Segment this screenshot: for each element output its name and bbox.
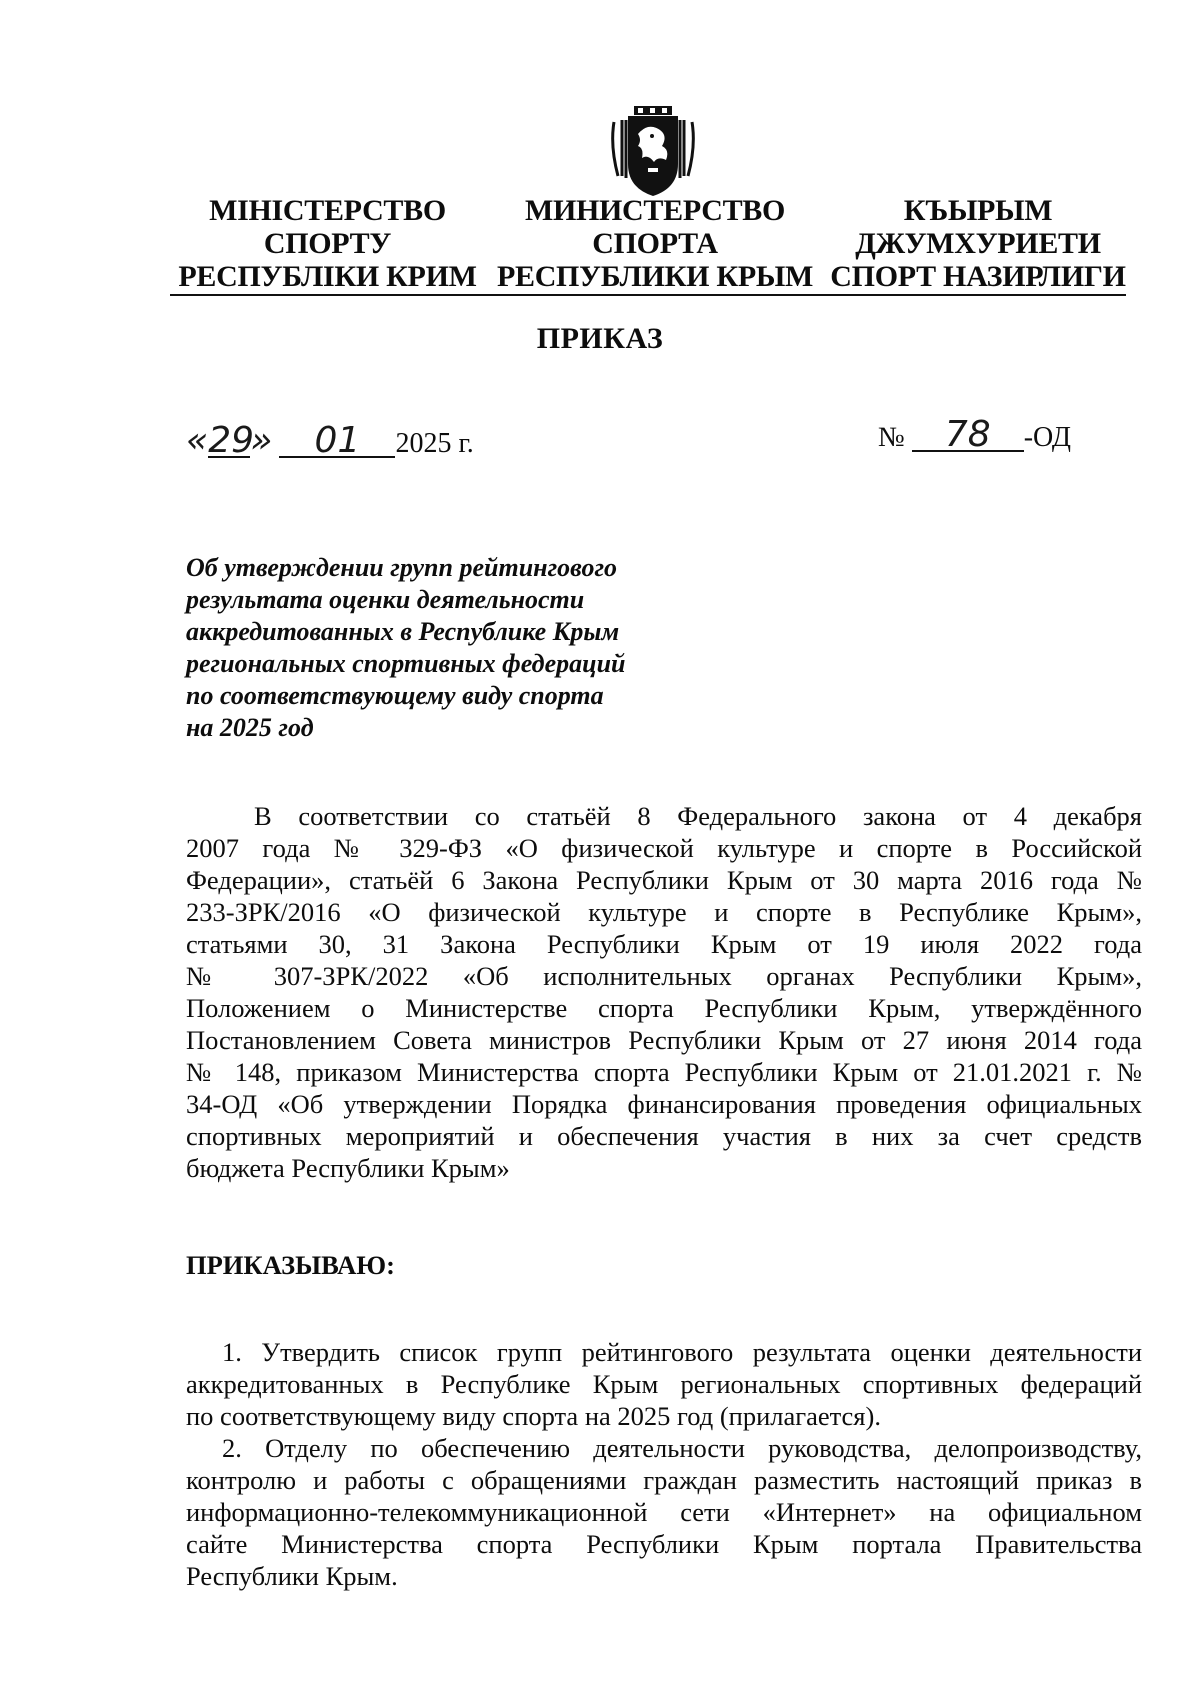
order-number-value: 78: [912, 420, 1024, 452]
header-divider: [170, 294, 1126, 296]
order-keyword: ПРИКАЗЫВАЮ:: [186, 1250, 395, 1280]
order-date: «29» 01 2025 г.: [186, 420, 474, 461]
ministry-header: [170, 194, 1126, 294]
list-item: 1. Утвердить список групп рейтингового результата оценки деятельности аккредитованных в Республике Крым региональных спортивных федераций по соответствующему виду спорта на 2025 год (прилагается).: [186, 1337, 1142, 1431]
header-ukrainian: МІНІСТЕРСТВО СПОРТУ РЕСПУБЛІКИ КРИМ: [178, 194, 477, 293]
date-year: 2025 г.: [395, 428, 474, 459]
header-crimean-tatar: КЪЫРЫМ ДЖУМХУРИЕТИ СПОРТ НАЗИРЛИГИ: [830, 194, 1126, 293]
coat-of-arms-icon: [604, 106, 702, 198]
date-month: 01: [279, 426, 395, 458]
list-item: 2. Отделу по обеспечению деятельности руководства, делопроизводству, контролю и работы с обращениями граждан разместить настоящий приказ в информационно-телекоммуникационной сети «Интернет» на официальном сайте Министерства спорта Республики Крым портала Правительства Республики Крым.: [186, 1433, 1142, 1591]
header-russian: МИНИСТЕРСТВО СПОРТА РЕСПУБЛИКИ КРЫМ: [496, 194, 814, 293]
order-subject: Об утверждении групп рейтингового результата оценки деятельности аккредитованных в Республике Крым региональных спортивных федераций по соответствующему виду спорта на 2025 год: [186, 553, 626, 742]
order-number: № 78 -ОД: [878, 414, 1071, 455]
order-items: [186, 1336, 1142, 1592]
date-day: 29: [208, 420, 255, 461]
preamble: В соответствии со статьёй 8 Федерального закона от 4 декабря 2007 года № 329-ФЗ «О физической культуре и спорте в Российской Федерации», статьёй 6 Закона Республики Крым от 30 марта 2016 года № 233-ЗРК/2016 «О физической культуре и спорте в Республике Крым», статьями 30, 31 Закона Республики Крым от 19 июля 2022 года № 307-ЗРК/2022 «Об исполнительных органах Республики Крым», Положением о Министерстве спорта Республики Крым, утверждённого Постановлением Совета министров Республики Крым от 27 июня 2014 года № 148, приказом Министерства спорта Республики Крым от 21.01.2021 г. № 34-ОД «Об утверждении Порядка финансирования проведения официальных спортивных мероприятий и обеспечения участия в них за счет средств бюджета Республики Крым»: [186, 801, 1142, 1183]
document-title: ПРИКАЗ: [536, 322, 664, 355]
